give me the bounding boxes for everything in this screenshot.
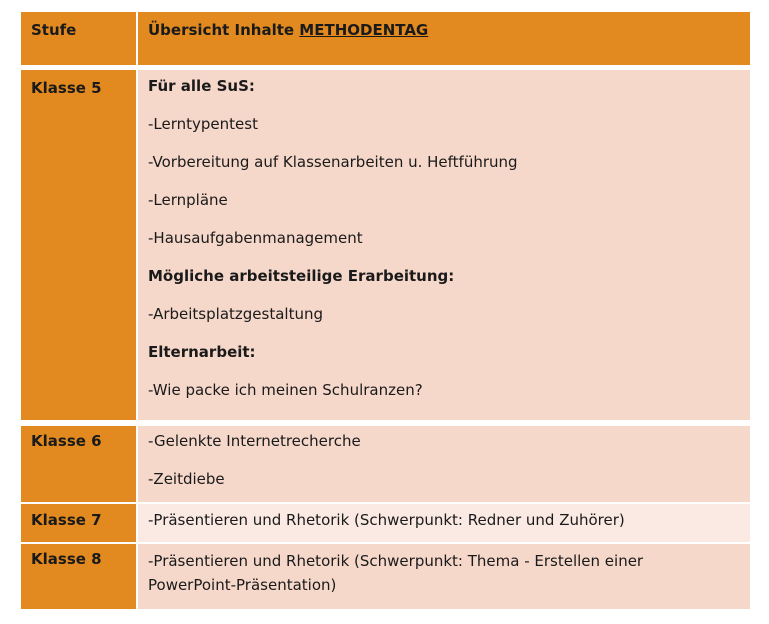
list-item: PowerPoint-Präsentation) [148, 576, 337, 594]
methodentag-table [21, 12, 750, 609]
header-uebersicht [138, 12, 750, 65]
header-title-methodentag: METHODENTAG [299, 21, 429, 39]
list-item: -Präsentieren und Rhetorik (Schwerpunkt: Thema - Erstellen einer [148, 552, 644, 570]
list-item: -Vorbereitung auf Klassenarbeiten u. Heftführung [148, 153, 518, 171]
row-content [138, 544, 750, 609]
header-title-prefix: Übersicht Inhalte [148, 21, 300, 39]
row-label: Klasse 5 [21, 70, 136, 420]
list-item: -Zeitdiebe [148, 470, 225, 488]
row-content [138, 426, 750, 502]
list-item: Mögliche arbeitsteilige Erarbeitung: [148, 267, 455, 285]
list-item: -Lerntypentest [148, 115, 258, 133]
list-item: -Lernpläne [148, 191, 228, 209]
list-item: Für alle SuS: [148, 77, 255, 95]
row-label: Klasse 6 [21, 426, 136, 502]
row-label: Klasse 8 [21, 544, 136, 609]
list-item: Elternarbeit: [148, 343, 256, 361]
table-row-klasse-5 [21, 70, 750, 420]
table-header-row [21, 12, 750, 65]
list-item: -Wie packe ich meinen Schulranzen? [148, 381, 423, 399]
header-stufe: Stufe [21, 12, 136, 65]
table-row-klasse-8 [21, 544, 750, 609]
table-row-klasse-7 [21, 504, 750, 542]
list-item: -Arbeitsplatzgestaltung [148, 305, 323, 323]
list-item: -Gelenkte Internetrecherche [148, 432, 361, 450]
row-label: Klasse 7 [21, 504, 136, 542]
list-item: -Hausaufgabenmanagement [148, 229, 363, 247]
table-row-klasse-6 [21, 426, 750, 502]
row-content [138, 504, 750, 542]
list-item: -Präsentieren und Rhetorik (Schwerpunkt: Redner und Zuhörer) [148, 511, 625, 529]
row-content [138, 70, 750, 420]
